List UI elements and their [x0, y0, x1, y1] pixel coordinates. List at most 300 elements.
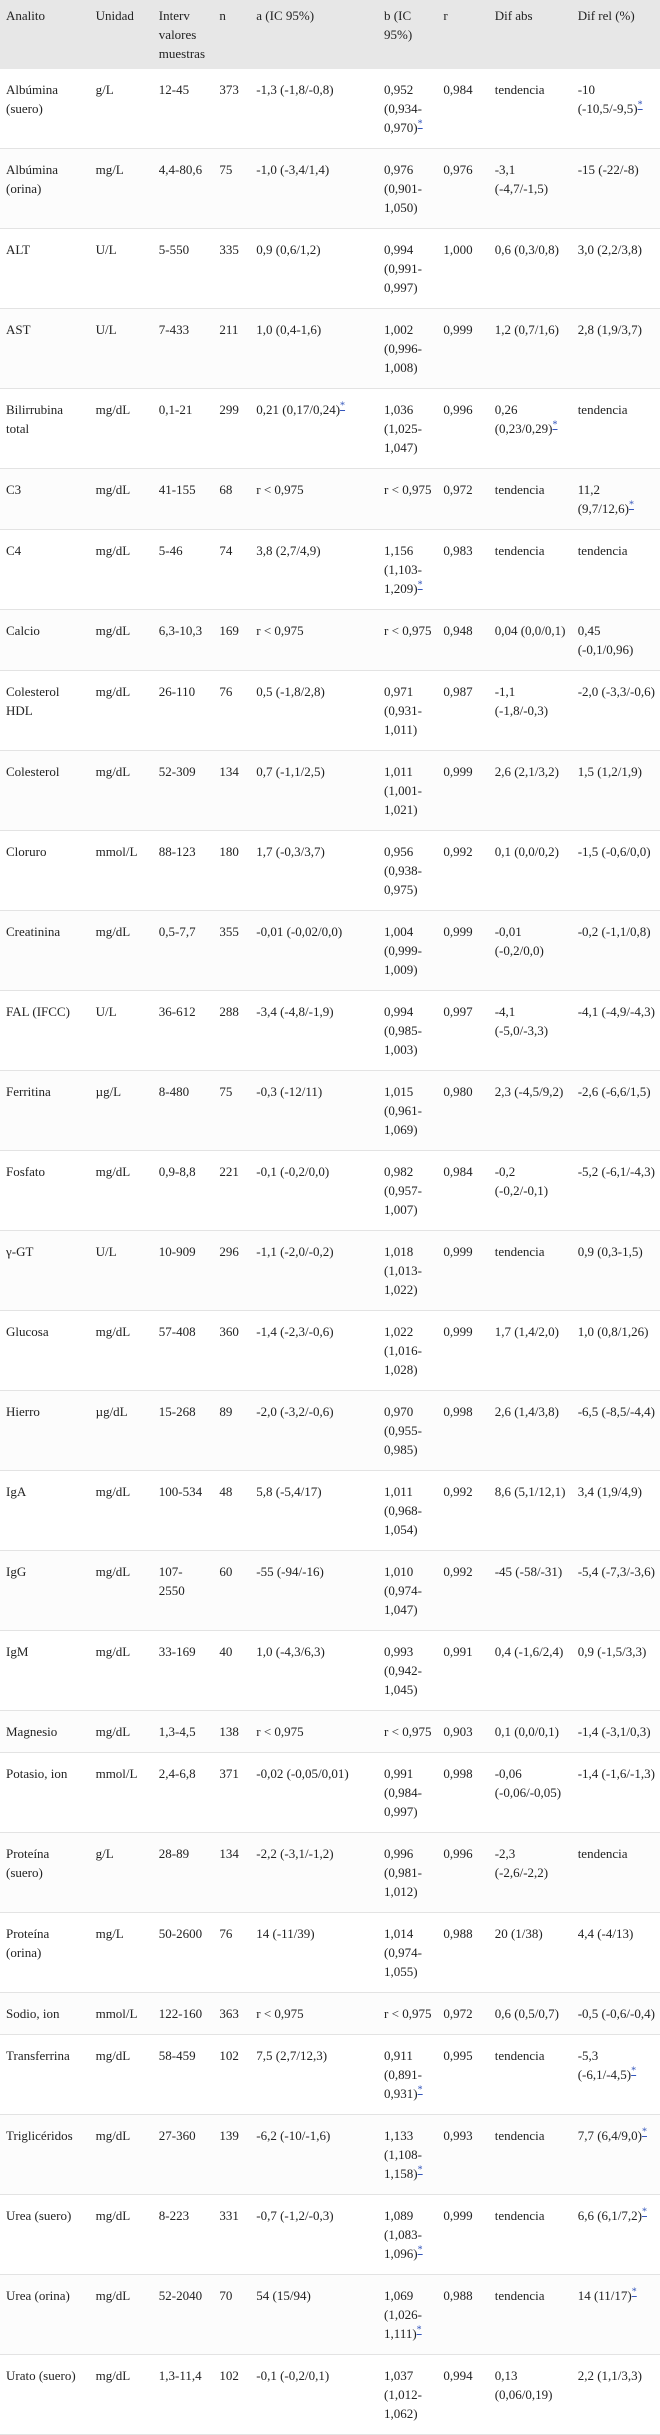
cell-unidad: [90, 1551, 153, 1631]
cell-analito: [0, 671, 90, 751]
cell-unidad: [90, 2195, 153, 2275]
cell-a: [250, 1551, 378, 1631]
cell-text: tendencia: [494, 82, 545, 97]
cell-n: [213, 911, 250, 991]
cell-a: [250, 530, 378, 610]
cell-dif-rel: [572, 991, 660, 1071]
cell-b: [378, 469, 437, 530]
cell-dif-abs: [489, 1753, 572, 1833]
cell-analito: [0, 610, 90, 671]
cell-r: [437, 1471, 488, 1551]
cell-text: 0,999: [443, 764, 473, 779]
cell-text: µg/dL: [95, 1404, 128, 1419]
cell-text: 0,956 (0,938-0,975): [384, 844, 422, 897]
table-row: [0, 2115, 660, 2195]
cell-text: 134: [219, 764, 239, 779]
cell-intervalo: [153, 2115, 214, 2195]
footnote-link[interactable]: *: [417, 2084, 423, 2096]
cell-text: -1,4 (-2,3/-0,6): [256, 1324, 334, 1339]
cell-intervalo: [153, 1833, 214, 1913]
cell-text: 8-480: [158, 1084, 190, 1099]
cell-b: [378, 671, 437, 751]
cell-text: Glucosa: [6, 1324, 49, 1339]
footnote-link[interactable]: *: [417, 2164, 423, 2176]
cell-b: [378, 1993, 437, 2035]
cell-intervalo: [153, 309, 214, 389]
cell-a: [250, 229, 378, 309]
cell-dif-abs: [489, 1391, 572, 1471]
cell-a: [250, 1833, 378, 1913]
cell-a: [250, 2195, 378, 2275]
cell-text: r < 0,975: [384, 2006, 432, 2021]
cell-text: 76: [219, 1926, 233, 1941]
cell-intervalo: [153, 2355, 214, 2435]
cell-intervalo: [153, 2195, 214, 2275]
table-row: [0, 1311, 660, 1391]
cell-text: 0,995: [443, 2048, 473, 2063]
cell-unidad: [90, 1231, 153, 1311]
cell-text: Magnesio: [6, 1724, 58, 1739]
cell-text: mg/dL: [95, 684, 131, 699]
cell-text: 28-89: [158, 1846, 190, 1861]
cell-dif-rel: [572, 229, 660, 309]
cell-dif-abs: [489, 1631, 572, 1711]
cell-dif-abs: [489, 1311, 572, 1391]
cell-text: 169: [219, 623, 239, 638]
cell-unidad: [90, 831, 153, 911]
cell-intervalo: [153, 831, 214, 911]
cell-intervalo: [153, 1631, 214, 1711]
cell-text: -0,1 (-0,2/0,1): [256, 2368, 330, 2383]
cell-r: [437, 911, 488, 991]
cell-analito: [0, 1551, 90, 1631]
cell-b: [378, 1833, 437, 1913]
cell-unidad: [90, 1311, 153, 1391]
cell-text: 7,5 (2,7/12,3): [256, 2048, 328, 2063]
cell-text: 0,998: [443, 1404, 473, 1419]
cell-text: mg/dL: [95, 402, 131, 417]
cell-analito: [0, 751, 90, 831]
cell-text: 0,998: [443, 1766, 473, 1781]
footnote-link[interactable]: *: [641, 2126, 647, 2138]
cell-intervalo: [153, 469, 214, 530]
cell-n: [213, 671, 250, 751]
cell-dif-abs: [489, 610, 572, 671]
cell-text: 0,988: [443, 1926, 473, 1941]
cell-text: 0,994 (0,985-1,003): [384, 1004, 422, 1057]
table-row: [0, 1471, 660, 1551]
cell-analito: [0, 309, 90, 389]
cell-intervalo: [153, 991, 214, 1071]
cell-dif-rel: [572, 469, 660, 530]
footnote-link[interactable]: *: [631, 2286, 637, 2298]
table-row: [0, 389, 660, 469]
footnote-link[interactable]: *: [417, 2244, 423, 2256]
cell-text: 52-309: [158, 764, 196, 779]
cell-text: -4,1 (-5,0/-3,3): [494, 1004, 549, 1038]
cell-text: 1,2 (0,7/1,6): [494, 322, 559, 337]
cell-analito: [0, 149, 90, 229]
cell-r: [437, 469, 488, 530]
footnote-link[interactable]: *: [417, 118, 423, 130]
cell-dif-rel: [572, 389, 660, 469]
cell-text: 0,6 (0,3/0,8): [494, 242, 559, 257]
cell-unidad: [90, 1753, 153, 1833]
cell-b: [378, 751, 437, 831]
cell-text: 1,3-4,5: [158, 1724, 196, 1739]
cell-text: -0,5 (-0,6/-0,4): [577, 2006, 655, 2021]
cell-text: 2,6 (2,1/3,2): [494, 764, 559, 779]
cell-intervalo: [153, 1993, 214, 2035]
cell-text: 40: [219, 1644, 233, 1659]
cell-intervalo: [153, 1071, 214, 1151]
cell-dif-rel: [572, 751, 660, 831]
cell-intervalo: [153, 1711, 214, 1753]
cell-intervalo: [153, 1391, 214, 1471]
cell-text: 134: [219, 1846, 239, 1861]
cell-unidad: [90, 911, 153, 991]
cell-text: -4,1 (-4,9/-4,3): [577, 1004, 655, 1019]
cell-text: FAL (IFCC): [6, 1004, 70, 1019]
cell-text: Urato (suero): [6, 2368, 76, 2383]
cell-text: 139: [219, 2128, 239, 2143]
cell-b: [378, 309, 437, 389]
cell-text: 50-2600: [158, 1926, 203, 1941]
cell-analito: [0, 1833, 90, 1913]
cell-analito: [0, 389, 90, 469]
cell-dif-abs: [489, 751, 572, 831]
table-row: [0, 2195, 660, 2275]
footnote-link[interactable]: *: [340, 400, 346, 412]
cell-n: [213, 1753, 250, 1833]
cell-text: -0,2 (-0,2/-0,1): [494, 1164, 549, 1198]
cell-n: [213, 1913, 250, 1993]
cell-r: [437, 1753, 488, 1833]
cell-r: [437, 751, 488, 831]
cell-text: -0,06 (-0,06/-0,05): [494, 1766, 562, 1800]
cell-text: 1,7 (-0,3/3,7): [256, 844, 325, 859]
cell-dif-rel: [572, 309, 660, 389]
cell-text: 0,983: [443, 543, 473, 558]
cell-text: mg/dL: [95, 2048, 131, 2063]
footnote-link[interactable]: *: [637, 99, 643, 111]
cell-a: [250, 2035, 378, 2115]
cell-text: -55 (-94/-16): [256, 1564, 324, 1579]
cell-text: -2,3 (-2,6/-2,2): [494, 1846, 549, 1880]
cell-text: 1,002 (0,996-1,008): [384, 322, 422, 375]
cell-r: [437, 1711, 488, 1753]
cell-b: [378, 991, 437, 1071]
cell-unidad: [90, 1471, 153, 1551]
cell-r: [437, 149, 488, 229]
cell-text: tendencia: [494, 2208, 545, 2223]
cell-intervalo: [153, 2035, 214, 2115]
cell-a: [250, 389, 378, 469]
cell-n: [213, 1071, 250, 1151]
table-row: [0, 1833, 660, 1913]
cell-text: 1,036 (1,025-1,047): [384, 402, 422, 455]
cell-text: 107-2550: [158, 1564, 185, 1598]
header-intervalo: Interv valores muestras: [153, 0, 214, 69]
cell-text: -45 (-58/-31): [494, 1564, 563, 1579]
footnote-link[interactable]: *: [552, 419, 558, 431]
cell-text: 1,0 (0,8/1,26): [577, 1324, 649, 1339]
cell-text: IgA: [6, 1484, 27, 1499]
cell-text: 74: [219, 543, 233, 558]
cell-intervalo: [153, 751, 214, 831]
table-row: [0, 1231, 660, 1311]
cell-dif-rel: [572, 1913, 660, 1993]
cell-intervalo: [153, 2275, 214, 2355]
cell-text: 138: [219, 1724, 239, 1739]
cell-text: 0,999: [443, 322, 473, 337]
cell-text: 211: [219, 322, 239, 337]
cell-dif-rel: [572, 610, 660, 671]
cell-text: 88-123: [158, 844, 196, 859]
cell-text: 0,26 (0,23/0,29): [494, 402, 553, 436]
cell-unidad: [90, 610, 153, 671]
footnote-link[interactable]: *: [416, 2324, 422, 2336]
cell-text: 360: [219, 1324, 239, 1339]
cell-text: 60: [219, 1564, 233, 1579]
table-row: [0, 671, 660, 751]
cell-dif-abs: [489, 1071, 572, 1151]
cell-text: 11,2 (9,7/12,6): [577, 482, 629, 516]
cell-text: 0,5 (-1,8/2,8): [256, 684, 325, 699]
cell-text: 1,018 (1,013-1,022): [384, 1244, 422, 1297]
cell-text: Potasio, ion: [6, 1766, 68, 1781]
cell-text: mg/dL: [95, 1324, 131, 1339]
cell-n: [213, 1311, 250, 1391]
cell-text: 3,0 (2,2/3,8): [577, 242, 642, 257]
cell-b: [378, 1913, 437, 1993]
cell-dif-rel: [572, 2195, 660, 2275]
cell-dif-abs: [489, 469, 572, 530]
cell-a: [250, 1631, 378, 1711]
header-a: a (IC 95%): [250, 0, 378, 69]
cell-text: 363: [219, 2006, 239, 2021]
cell-text: ALT: [6, 242, 31, 257]
cell-r: [437, 671, 488, 751]
cell-unidad: [90, 149, 153, 229]
cell-text: 0,996: [443, 1846, 473, 1861]
cell-text: 299: [219, 402, 239, 417]
cell-text: 6,3-10,3: [158, 623, 203, 638]
cell-text: 14 (11/17): [577, 2288, 632, 2303]
cell-text: 1,156 (1,103-1,209): [384, 543, 422, 596]
cell-unidad: [90, 1151, 153, 1231]
cell-analito: [0, 2275, 90, 2355]
cell-n: [213, 309, 250, 389]
cell-text: mmol/L: [95, 844, 138, 859]
cell-text: 0,4 (-1,6/2,4): [494, 1644, 564, 1659]
cell-text: 1,3-11,4: [158, 2368, 202, 2383]
cell-dif-rel: [572, 1071, 660, 1151]
cell-text: -2,2 (-3,1/-1,2): [256, 1846, 334, 1861]
cell-analito: [0, 1231, 90, 1311]
cell-text: 0,45 (-0,1/0,96): [577, 623, 634, 657]
table-row: [0, 1753, 660, 1833]
cell-text: -1,4 (-3,1/0,3): [577, 1724, 651, 1739]
cell-r: [437, 309, 488, 389]
cell-text: mg/dL: [95, 543, 131, 558]
cell-text: -1,1 (-1,8/-0,3): [494, 684, 549, 718]
table-row: [0, 1913, 660, 1993]
cell-text: g/L: [95, 82, 114, 97]
table-row: [0, 751, 660, 831]
cell-text: 221: [219, 1164, 239, 1179]
cell-text: Colesterol: [6, 764, 60, 779]
cell-text: 89: [219, 1404, 233, 1419]
cell-intervalo: [153, 1551, 214, 1631]
cell-dif-rel: [572, 69, 660, 149]
cell-text: -5,3 (-6,1/-4,5): [577, 2048, 632, 2082]
cell-n: [213, 1151, 250, 1231]
cell-text: 0,987: [443, 684, 473, 699]
cell-unidad: [90, 229, 153, 309]
cell-text: mg/dL: [95, 2208, 131, 2223]
cell-text: 1,014 (0,974-1,055): [384, 1926, 422, 1979]
cell-text: g/L: [95, 1846, 114, 1861]
table-row: [0, 991, 660, 1071]
cell-r: [437, 1993, 488, 2035]
cell-unidad: [90, 1711, 153, 1753]
cell-dif-rel: [572, 1631, 660, 1711]
cell-text: 0,999: [443, 2208, 473, 2223]
cell-unidad: [90, 671, 153, 751]
cell-text: Transferrina: [6, 2048, 70, 2063]
table-row: [0, 530, 660, 610]
cell-n: [213, 1551, 250, 1631]
cell-dif-rel: [572, 1833, 660, 1913]
cell-a: [250, 469, 378, 530]
cell-r: [437, 1071, 488, 1151]
cell-text: 2,2 (1,1/3,3): [577, 2368, 642, 2383]
cell-text: tendencia: [494, 2048, 545, 2063]
cell-n: [213, 1711, 250, 1753]
cell-text: 0,5-7,7: [158, 924, 196, 939]
cell-text: 0,970 (0,955-0,985): [384, 1404, 422, 1457]
cell-text: 0,948: [443, 623, 473, 638]
cell-text: Fosfato: [6, 1164, 45, 1179]
cell-text: 54 (15/94): [256, 2288, 311, 2303]
cell-n: [213, 149, 250, 229]
cell-unidad: [90, 2035, 153, 2115]
cell-text: mg/dL: [95, 1644, 131, 1659]
cell-dif-abs: [489, 1913, 572, 1993]
cell-a: [250, 2355, 378, 2435]
cell-text: -6,2 (-10/-1,6): [256, 2128, 331, 2143]
cell-r: [437, 831, 488, 911]
cell-n: [213, 991, 250, 1071]
cell-b: [378, 2035, 437, 2115]
cell-dif-abs: [489, 69, 572, 149]
cell-text: tendencia: [494, 482, 545, 497]
cell-unidad: [90, 469, 153, 530]
cell-text: -0,2 (-1,1/0,8): [577, 924, 651, 939]
cell-text: tendencia: [494, 1244, 545, 1259]
cell-text: IgM: [6, 1644, 29, 1659]
cell-b: [378, 1471, 437, 1551]
cell-b: [378, 1711, 437, 1753]
footnote-link[interactable]: *: [417, 579, 423, 591]
table-row: [0, 1551, 660, 1631]
cell-r: [437, 991, 488, 1071]
cell-analito: [0, 1071, 90, 1151]
cell-text: -1,4 (-1,6/-1,3): [577, 1766, 655, 1781]
cell-text: mg/L: [95, 162, 124, 177]
cell-text: mmol/L: [95, 2006, 138, 2021]
cell-text: 15-268: [158, 1404, 196, 1419]
cell-a: [250, 1913, 378, 1993]
cell-a: [250, 1231, 378, 1311]
cell-a: [250, 69, 378, 149]
cell-text: 0,984: [443, 1164, 473, 1179]
cell-b: [378, 2275, 437, 2355]
cell-dif-abs: [489, 2355, 572, 2435]
cell-text: C3: [6, 482, 22, 497]
cell-a: [250, 1711, 378, 1753]
cell-text: Creatinina: [6, 924, 61, 939]
footnote-link[interactable]: *: [631, 2065, 637, 2077]
footnote-link[interactable]: *: [641, 2206, 647, 2218]
cell-a: [250, 2275, 378, 2355]
cell-intervalo: [153, 671, 214, 751]
cell-r: [437, 2275, 488, 2355]
cell-a: [250, 1391, 378, 1471]
cell-text: 8,6 (5,1/12,1): [494, 1484, 566, 1499]
footnote-link[interactable]: *: [628, 499, 634, 511]
cell-text: 68: [219, 482, 233, 497]
cell-dif-rel: [572, 831, 660, 911]
cell-text: 4,4 (-4/13): [577, 1926, 634, 1941]
cell-text: 33-169: [158, 1644, 196, 1659]
cell-text: 4,4-80,6: [158, 162, 203, 177]
cell-r: [437, 2355, 488, 2435]
cell-n: [213, 610, 250, 671]
cell-text: 41-155: [158, 482, 196, 497]
table-row: [0, 1711, 660, 1753]
cell-text: Colesterol HDL: [6, 684, 60, 718]
cell-text: 0,994: [443, 2368, 473, 2383]
cell-r: [437, 2195, 488, 2275]
cell-dif-abs: [489, 1711, 572, 1753]
cell-text: Cloruro: [6, 844, 47, 859]
cell-text: tendencia: [494, 543, 545, 558]
cell-text: 0,994 (0,991-0,997): [384, 242, 422, 295]
cell-b: [378, 2115, 437, 2195]
table-row: [0, 1151, 660, 1231]
cell-analito: [0, 2115, 90, 2195]
cell-dif-abs: [489, 831, 572, 911]
cell-analito: [0, 229, 90, 309]
cell-unidad: [90, 751, 153, 831]
cell-text: Urea (suero): [6, 2208, 72, 2223]
cell-text: 0,971 (0,931-1,011): [384, 684, 422, 737]
cell-text: Ferritina: [6, 1084, 51, 1099]
cell-b: [378, 911, 437, 991]
cell-n: [213, 1231, 250, 1311]
cell-analito: [0, 1471, 90, 1551]
cell-dif-rel: [572, 1471, 660, 1551]
cell-a: [250, 991, 378, 1071]
cell-text: 373: [219, 82, 239, 97]
cell-text: 0,999: [443, 1244, 473, 1259]
cell-intervalo: [153, 1231, 214, 1311]
cell-text: Proteína (orina): [6, 1926, 50, 1960]
cell-text: mg/L: [95, 1926, 124, 1941]
cell-text: tendencia: [577, 1846, 628, 1861]
